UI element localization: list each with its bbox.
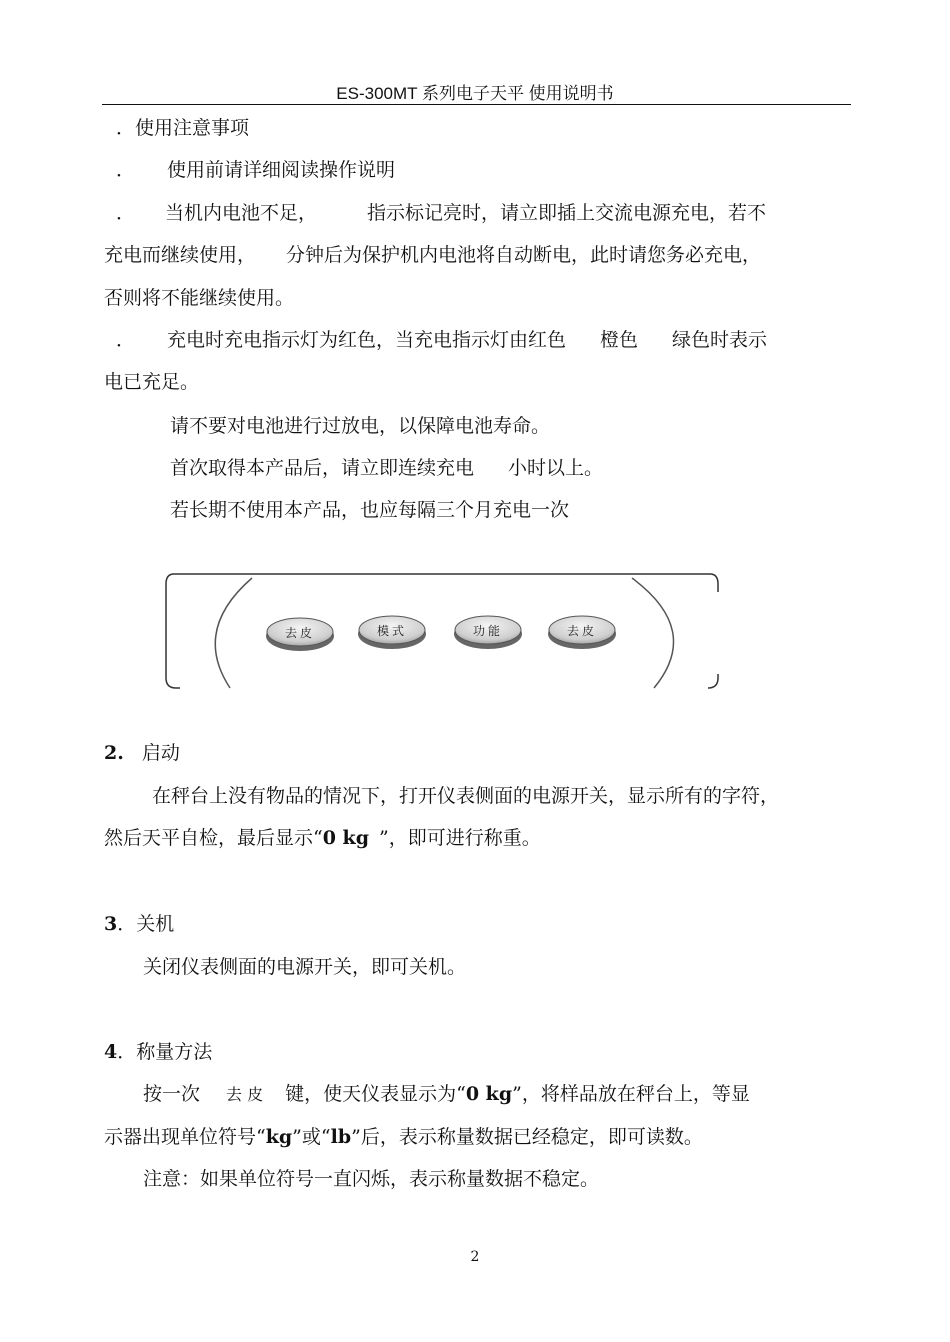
unit-lb: lb — [330, 1126, 352, 1148]
item3-text-b: 橙色 — [600, 329, 639, 351]
item2-text-d: 分钟后为保护机内电池将自动断电，此时请您务必充电， — [286, 244, 762, 266]
panel-arc-right — [632, 578, 674, 688]
section1-item3-line1 — [116, 328, 767, 352]
section2-heading — [104, 741, 180, 765]
note2-text-b: 小时以上。 — [508, 457, 604, 479]
section1-item2-line1 — [116, 201, 766, 225]
key-label: 去皮 — [566, 624, 598, 638]
page-number: 2 — [470, 1249, 480, 1265]
key-label: 功能 — [472, 624, 504, 638]
section4-title: ．称量方法 — [117, 1041, 213, 1063]
key-tare-right — [548, 616, 616, 649]
section4-paragraph-line1 — [143, 1082, 750, 1107]
section1-item1 — [116, 158, 395, 182]
section4-number: 4 — [104, 1041, 118, 1063]
unit-kg: kg — [265, 1126, 293, 1148]
section2-paragraph-line1: 在秤台上没有物品的情况下，打开仪表侧面的电源开关，显示所有的字符， — [152, 785, 780, 807]
section4-text-a: 按一次 — [143, 1083, 201, 1105]
section4-text-e: ”或“ — [292, 1126, 331, 1148]
key-label: 模式 — [376, 624, 408, 638]
section4-heading — [104, 1040, 212, 1064]
section1-item3-line2: 电已充足。 — [104, 371, 200, 393]
section1-title: ．使用注意事项 — [116, 117, 250, 139]
panel-frame-corner — [708, 674, 718, 688]
keypad-drawing — [162, 570, 722, 692]
section2-display-value: 0 kg — [322, 827, 370, 849]
section2-text-b: ”，即可进行称重。 — [379, 827, 541, 849]
section3-heading — [104, 912, 174, 936]
section3-title: ．关机 — [117, 913, 175, 935]
section1-note2 — [170, 456, 603, 480]
item2-text-a: 当机内电池不足， — [165, 202, 318, 224]
section3-paragraph: 关闭仪表侧面的电源开关，即可关机。 — [143, 956, 467, 978]
section2-paragraph-line2 — [104, 826, 541, 850]
note2-text-a: 首次取得本产品后，请立即连续充电 — [170, 457, 475, 479]
section4-text-f: ”后，表示称量数据已经稳定，即可读数。 — [351, 1126, 703, 1148]
item1-text: 使用前请详细阅读操作说明 — [167, 159, 396, 181]
section4-key-name: 去 皮 — [226, 1085, 264, 1104]
section4-paragraph-line2 — [104, 1125, 703, 1149]
key-label: 去皮 — [284, 626, 316, 640]
section2-title: 启动 — [141, 742, 180, 764]
key-function — [454, 616, 522, 649]
item2-bullet: ． — [116, 202, 136, 224]
section1-item2-line2 — [104, 243, 761, 267]
section1-item2-line3: 否则将不能继续使用。 — [104, 287, 295, 309]
item3-text-c: 绿色时表示 — [672, 329, 768, 351]
section3-number: 3 — [104, 913, 118, 935]
section2-number: 2. — [104, 742, 124, 764]
item1-bullet: ． — [116, 159, 136, 181]
item2-text-b: 指示标记亮时，请立即插上交流电源充电，若不 — [367, 202, 767, 224]
section1-note1: 请不要对电池进行过放电，以保障电池寿命。 — [170, 415, 551, 437]
panel-frame-top — [174, 574, 718, 592]
key-mode — [358, 616, 426, 649]
keypad-illustration — [162, 570, 722, 692]
panel-frame-left — [166, 574, 180, 688]
section4-note: 注意：如果单位符号一直闪烁，表示称量数据不稳定。 — [143, 1168, 600, 1190]
section4-text-d: 示器出现单位符号“ — [104, 1126, 266, 1148]
header-rule — [102, 104, 851, 105]
section1-note3: 若长期不使用本产品，也应每隔三个月充电一次 — [170, 499, 570, 521]
section4-text-c: ”，将样品放在秤台上，等显 — [512, 1083, 750, 1105]
section4-text-b: 键，使天仪表显示为“ — [285, 1083, 466, 1105]
item3-bullet: ． — [116, 329, 136, 351]
section2-text-a: 然后天平自检，最后显示“ — [104, 827, 323, 849]
item2-text-c: 充电而继续使用， — [104, 244, 257, 266]
document-header: ES-300MT 系列电子天平 使用说明书 — [336, 84, 614, 103]
key-tare-left — [266, 618, 334, 651]
panel-arc-left — [215, 578, 252, 688]
item3-text-a: 充电时充电指示灯为红色，当充电指示灯由红色 — [167, 329, 567, 351]
section4-display-value: 0 kg — [465, 1083, 513, 1105]
